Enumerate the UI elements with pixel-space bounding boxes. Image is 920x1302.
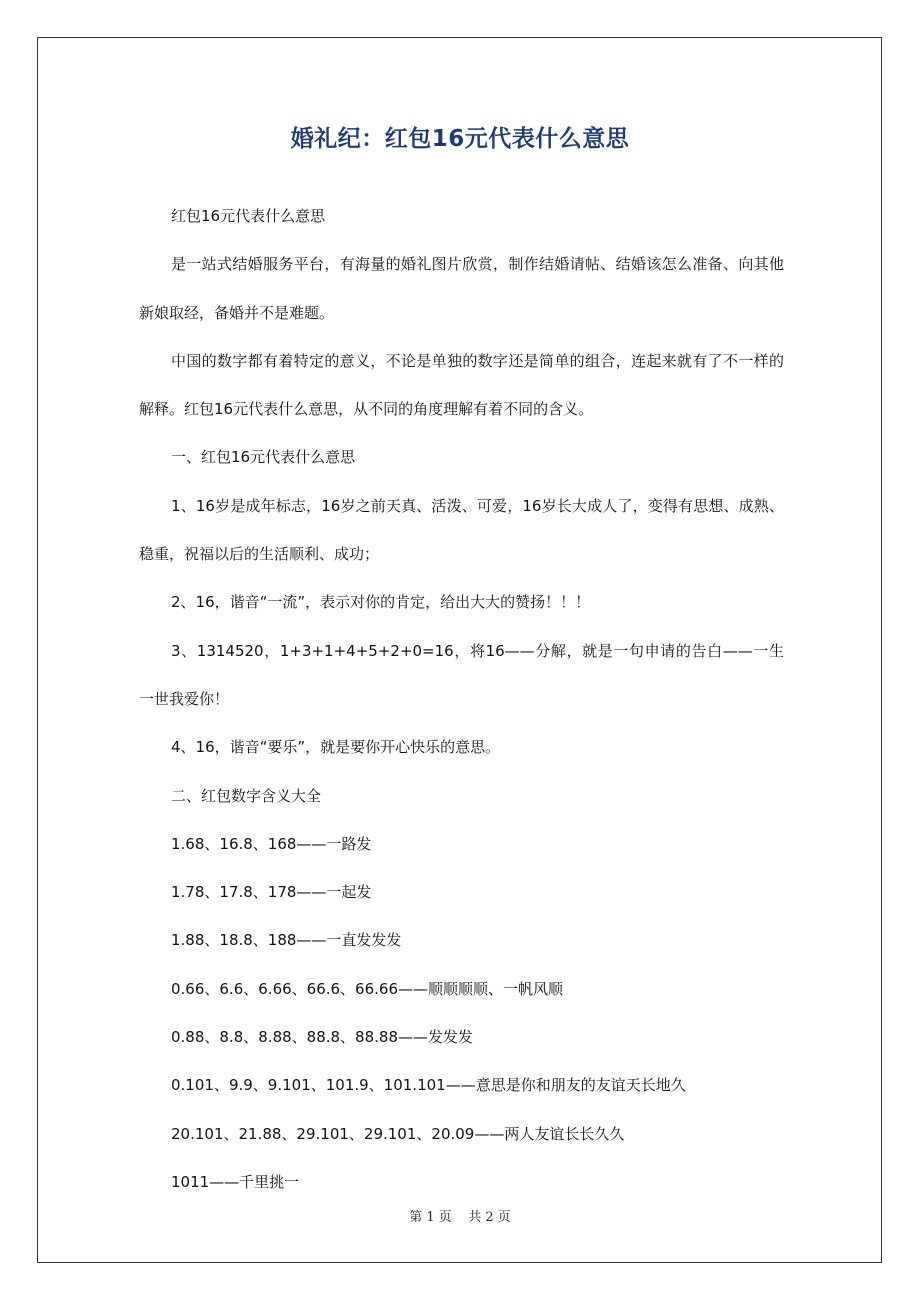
document-body <box>139 192 784 1206</box>
list-item: 1011——千里挑一 <box>171 1172 300 1191</box>
paragraph: 是一站式结婚服务平台，有海量的婚礼图片欣赏，制作结婚请帖、结婚该怎么准备、向其他新娘取经，备婚并不是难题。 <box>139 255 784 322</box>
list-item: 0.66、6.6、6.66、66.6、66.66——顺顺顺顺、一帆风顺 <box>171 979 563 998</box>
list-item: 3、1314520，1+3+1+4+5+2+0=16，将16——分解，就是一句申请的告白——一生一世我爱你！ <box>139 641 784 708</box>
list-item: 20.101、21.88、29.101、29.101、20.09——两人友谊长长久久 <box>171 1124 625 1143</box>
list-item: 1.68、16.8、168——一路发 <box>171 834 372 853</box>
section-heading: 一、红包16元代表什么意思 <box>171 448 356 467</box>
page-total: 共 2 页 <box>468 1210 511 1225</box>
list-item: 2、16，谐音“一流”，表示对你的肯定，给出大大的赞扬！！！ <box>171 593 591 612</box>
list-item: 1、16岁是成年标志，16岁之前天真、活泼、可爱，16岁长大成人了，变得有思想、成熟、稳重，祝福以后的生活顺利、成功； <box>139 496 784 564</box>
page-footer <box>0 1206 920 1225</box>
section-heading: 二、红包数字含义大全 <box>171 786 322 805</box>
list-item: 1.78、17.8、178——一起发 <box>171 883 372 902</box>
list-item: 0.101、9.9、9.101、101.9、101.101——意思是你和朋友的友谊天长地久 <box>171 1076 686 1095</box>
list-item: 0.88、8.8、8.88、88.8、88.88——发发发 <box>171 1028 473 1047</box>
list-item: 1.88、18.8、188——一直发发发 <box>171 931 402 950</box>
page-number: 第 1 页 <box>409 1210 452 1225</box>
paragraph: 中国的数字都有着特定的意义，不论是单独的数字还是简单的组合，连起来就有了不一样的解释。红包16元代表什么意思，从不同的角度理解有着不同的含义。 <box>139 351 784 419</box>
document-title: 婚礼纪：红包16元代表什么意思 <box>290 126 630 152</box>
paragraph: 红包16元代表什么意思 <box>171 207 326 225</box>
list-item: 4、16，谐音“要乐”，就是要你开心快乐的意思。 <box>171 738 501 757</box>
